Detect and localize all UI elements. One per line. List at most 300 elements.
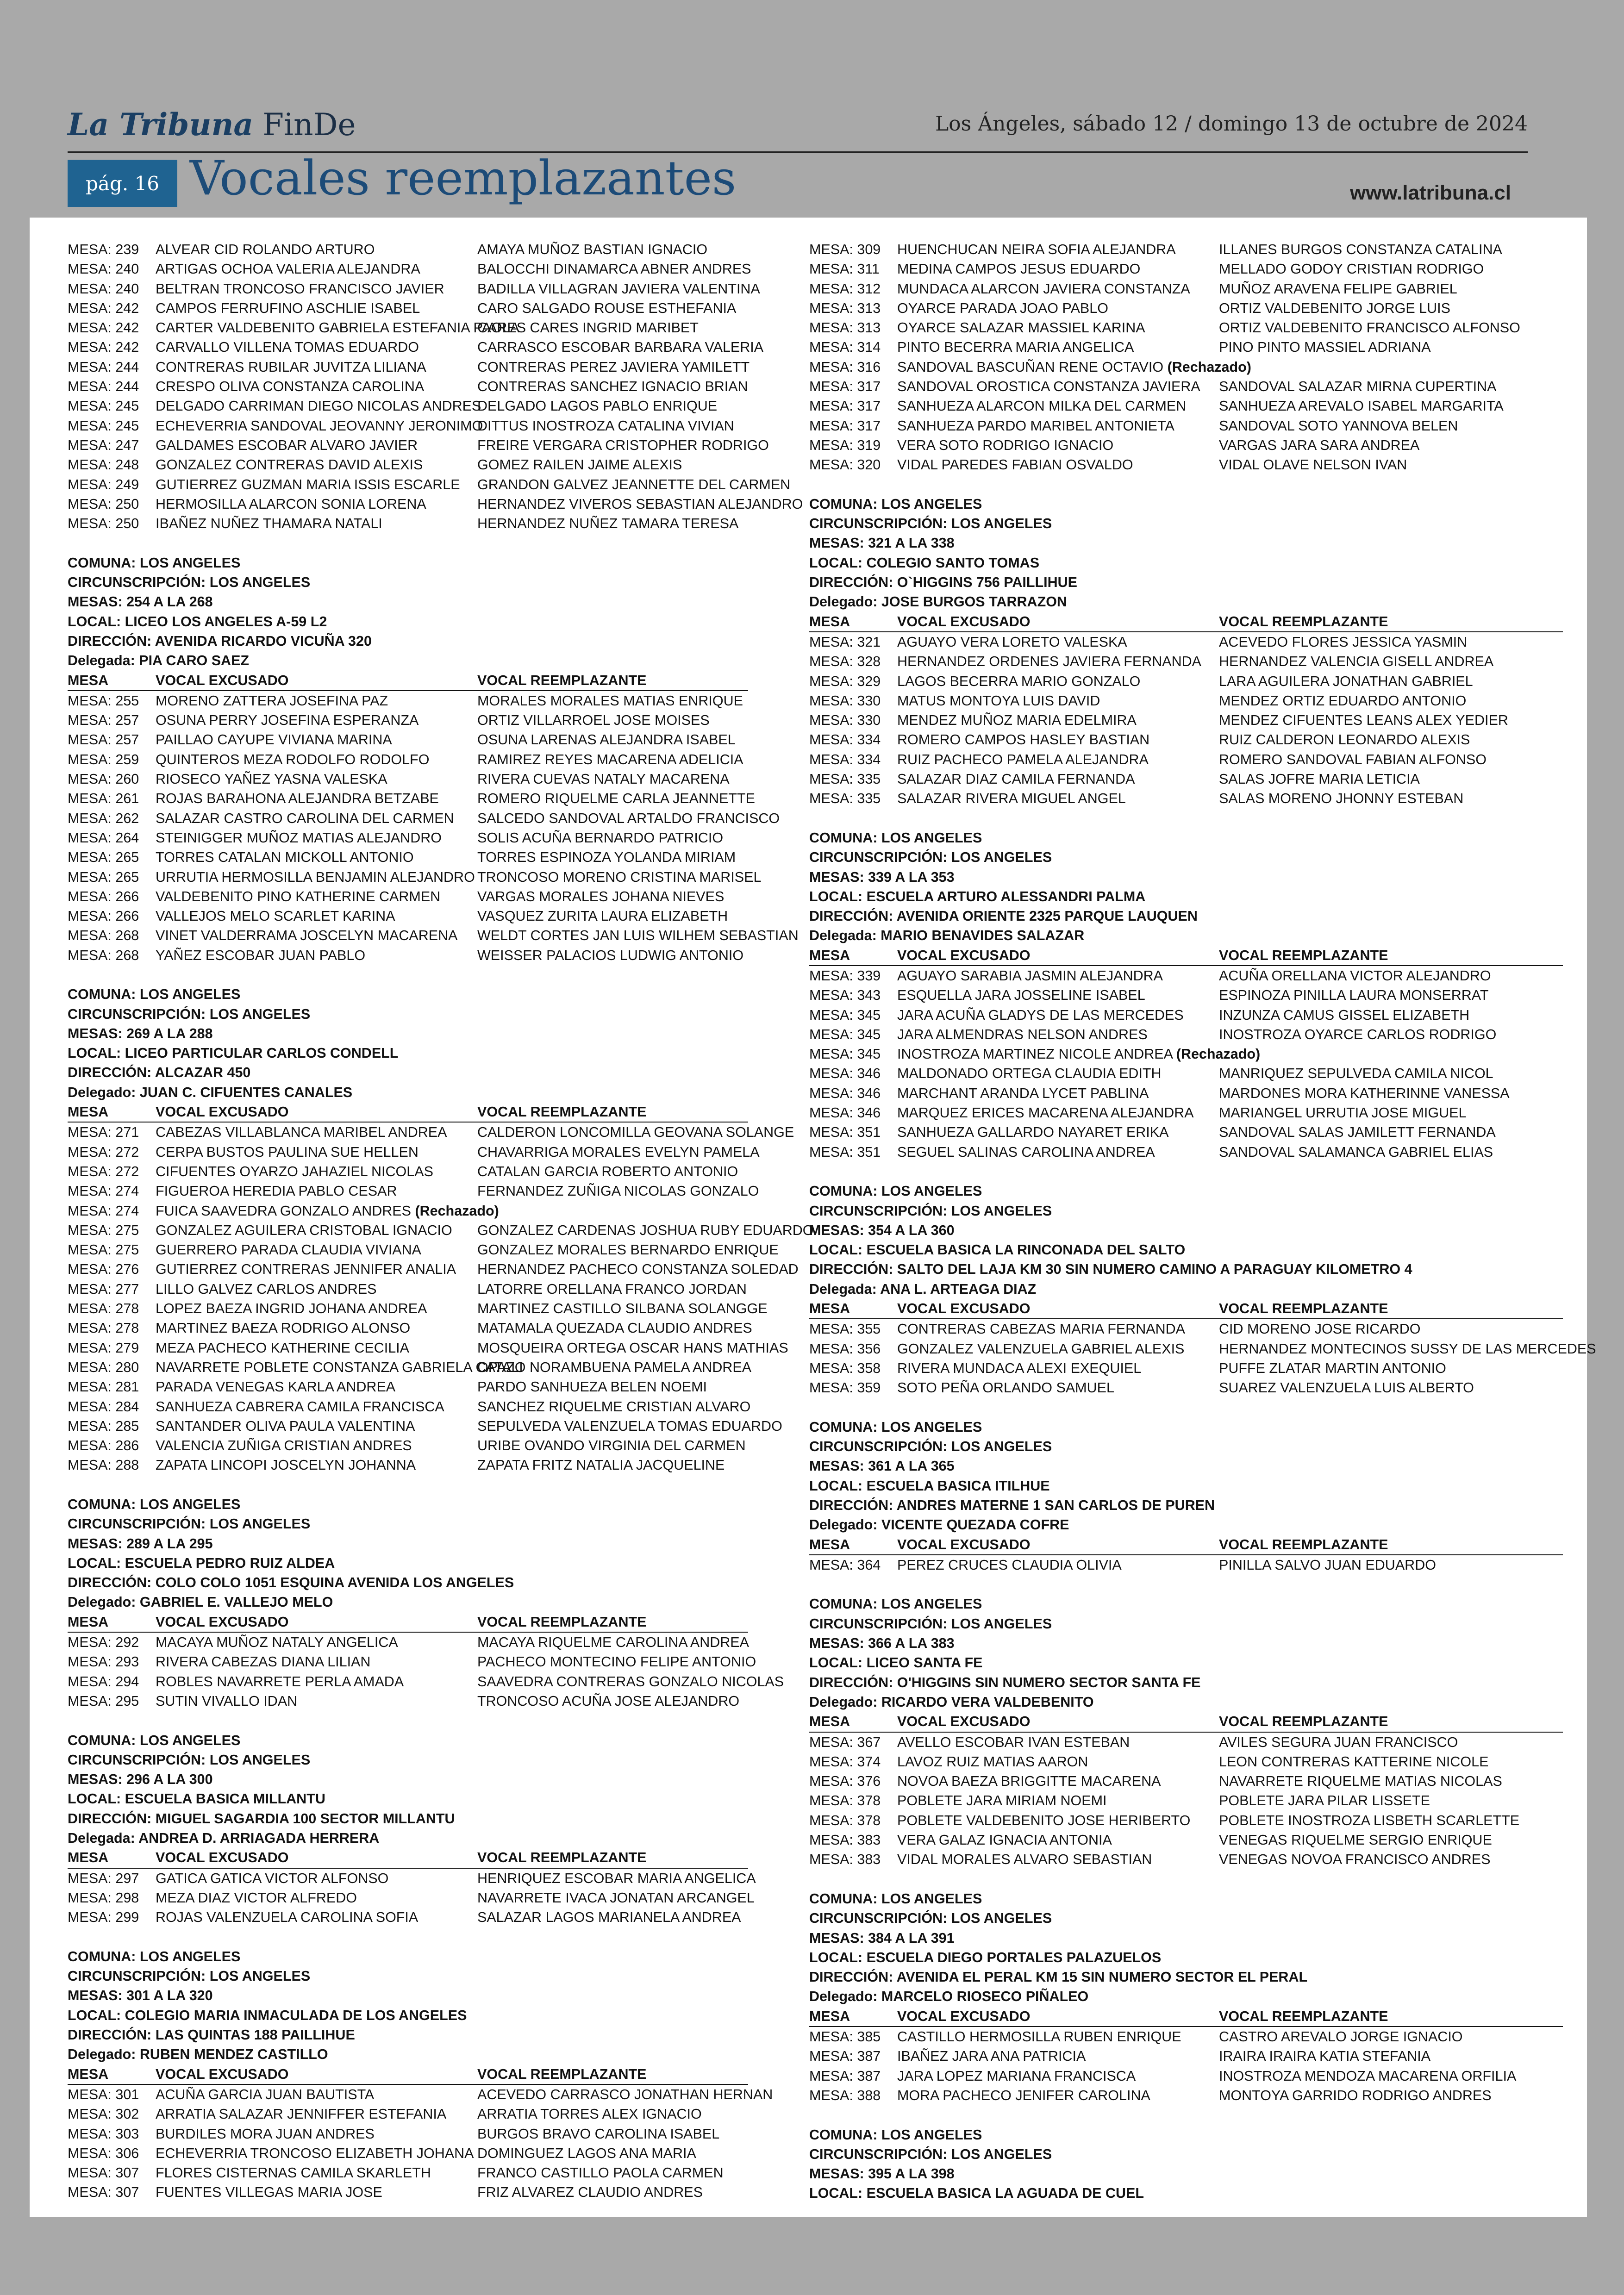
table-row: [68, 848, 748, 867]
excused-vocal-cell: [897, 691, 1219, 711]
polling-place-info: MESAS: 395 A LA 398: [809, 2166, 955, 2182]
excused-vocal-name: LAVOZ RUIZ MATIAS AARON: [897, 1753, 1088, 1770]
excused-vocal-cell: [897, 985, 1219, 1005]
polling-place-info: CIRCUNSCRIPCIÓN: LOS ANGELES: [809, 1910, 1052, 1927]
replacement-vocal-cell: BALOCCHI DINAMARCA ABNER ANDRES: [477, 261, 751, 277]
mesa-cell: MESA: 264: [68, 829, 139, 846]
mesa-cell: MESA: 313: [809, 320, 881, 336]
excused-vocal-cell: [897, 1142, 1219, 1162]
excused-vocal-cell: [156, 337, 477, 357]
table-row: [809, 1771, 1563, 1791]
polling-place-info: LOCAL: ESCUELA BASICA LA RINCONADA DEL SALTO: [809, 1242, 1186, 1258]
mesa-cell: MESA: 335: [809, 771, 881, 787]
left-column: [68, 240, 814, 2202]
excused-vocal-cell: [897, 259, 1219, 279]
excused-vocal-cell: [156, 494, 477, 514]
excused-vocal-name: CIFUENTES OYARZO JAHAZIEL NICOLAS: [156, 1163, 433, 1179]
excused-vocal-name: SANHUEZA GALLARDO NAYARET ERIKA: [897, 1124, 1169, 1141]
replacement-vocal-cell: MACAYA RIQUELME CAROLINA ANDREA: [477, 1634, 749, 1651]
mesa-cell: MESA: 255: [68, 692, 139, 709]
polling-place-info: CIRCUNSCRIPCIÓN: LOS ANGELES: [809, 1439, 1052, 1455]
table-row: [68, 2104, 748, 2124]
replacement-vocal-cell: CATALAN GARCIA ROBERTO ANTONIO: [477, 1163, 738, 1179]
excused-vocal-cell: [897, 377, 1219, 396]
mesa-cell: MESA: 275: [68, 1242, 139, 1258]
excused-vocal-name: VINET VALDERRAMA JOSCELYN MACARENA: [156, 928, 458, 944]
column-header: VOCAL EXCUSADO: [156, 1850, 289, 1866]
mesa-cell: MESA: 244: [68, 379, 139, 395]
table-row: [68, 514, 748, 533]
table-row: [68, 1279, 748, 1299]
table-row: [809, 1064, 1563, 1083]
polling-place-info: MESAS: 321 A LA 338: [809, 535, 955, 551]
excused-vocal-cell: [156, 1260, 477, 1279]
mesa-cell: MESA: 307: [68, 2165, 139, 2181]
excused-vocal-name: AGUAYO VERA LORETO VALESKA: [897, 634, 1127, 650]
excused-vocal-name: ROMERO CAMPOS HASLEY BASTIAN: [897, 732, 1150, 748]
replacement-vocal-cell: URIBE OVANDO VIRGINIA DEL CARMEN: [477, 1438, 746, 1454]
excused-vocal-cell: [156, 867, 477, 887]
excused-vocal-name: HERNANDEZ ORDENES JAVIERA FERNANDA: [897, 654, 1201, 670]
excused-vocal-name: MORENO ZATTERA JOSEFINA PAZ: [156, 692, 388, 709]
replacement-vocal-cell: ZAPATA FRITZ NATALIA JACQUELINE: [477, 1457, 725, 1473]
excused-vocal-name: PARADA VENEGAS KARLA ANDREA: [156, 1379, 396, 1395]
table-row: [809, 1811, 1563, 1830]
excused-vocal-cell: [897, 1025, 1219, 1044]
mesa-cell: MESA: 329: [809, 673, 881, 689]
mesa-cell: MESA: 248: [68, 457, 139, 473]
polling-place-info: LOCAL: ESCUELA BASICA LA AGUADA DE CUEL: [809, 2185, 1144, 2201]
content-sheet: [30, 218, 1596, 2217]
excused-vocal-cell: [156, 514, 477, 533]
excused-vocal-name: SUTIN VIVALLO IDAN: [156, 1693, 298, 1709]
replacement-vocal-cell: BURGOS BRAVO CAROLINA ISABEL: [477, 2126, 720, 2142]
excused-vocal-name: NAVARRETE POBLETE CONSTANZA GABRIELA CATALI: [156, 1359, 523, 1375]
mesa-cell: MESA: 351: [809, 1144, 881, 1160]
mesa-cell: MESA: 343: [809, 987, 881, 1004]
excused-vocal-name: MEZA PACHECO KATHERINE CECILIA: [156, 1340, 409, 1356]
replacement-vocal-cell: CARES CARES INGRID MARIBET: [477, 320, 699, 336]
excused-vocal-cell: [156, 1377, 477, 1397]
polling-place-info: Delegado: RICARDO VERA VALDEBENITO: [809, 1694, 1094, 1710]
table-row: [809, 2066, 1563, 2086]
excused-vocal-name: MARQUEZ ERICES MACARENA ALEJANDRA: [897, 1105, 1194, 1121]
excused-vocal-name: SALAZAR CASTRO CAROLINA DEL CARMEN: [156, 810, 454, 826]
mesa-cell: MESA: 288: [68, 1457, 139, 1473]
excused-vocal-name: BURDILES MORA JUAN ANDRES: [156, 2126, 375, 2142]
column-header: MESA: [68, 1850, 109, 1866]
excused-vocal-name: SANHUEZA CABRERA CAMILA FRANCISCA: [156, 1398, 444, 1415]
excused-vocal-name: MARTINEZ BAEZA RODRIGO ALONSO: [156, 1320, 411, 1336]
replacement-vocal-cell: HERNANDEZ NUÑEZ TAMARA TERESA: [477, 516, 739, 532]
mesa-cell: MESA: 334: [809, 732, 881, 748]
page-number-badge: pág. 16: [68, 160, 177, 207]
table-row: [68, 1436, 748, 1455]
polling-place-info: CIRCUNSCRIPCIÓN: LOS ANGELES: [68, 1516, 311, 1532]
replacement-vocal-cell: OPAZO NORAMBUENA PAMELA ANDREA: [477, 1359, 752, 1375]
polling-place-info: CIRCUNSCRIPCIÓN: LOS ANGELES: [809, 516, 1052, 532]
mesa-cell: MESA: 297: [68, 1870, 139, 1886]
mesa-cell: MESA: 240: [68, 281, 139, 297]
replacement-vocal-cell: ARRATIA TORRES ALEX IGNACIO: [477, 2106, 702, 2122]
excused-vocal-cell: [156, 789, 477, 808]
excused-vocal-name: ESQUELLA JARA JOSSELINE ISABEL: [897, 987, 1145, 1004]
excused-vocal-cell: [897, 1005, 1219, 1025]
excused-vocal-cell: [156, 240, 477, 259]
polling-place-info: CIRCUNSCRIPCIÓN: LOS ANGELES: [68, 1968, 311, 1984]
replacement-vocal-cell: [1219, 1044, 1563, 1064]
table-row: [68, 1201, 748, 1221]
excused-vocal-name: GONZALEZ VALENZUELA GABRIEL ALEXIS: [897, 1341, 1185, 1357]
excused-vocal-cell: [156, 1691, 477, 1711]
replacement-vocal-cell: POBLETE JARA PILAR LISSETE: [1219, 1793, 1430, 1809]
excused-vocal-name: FUENTES VILLEGAS MARIA JOSE: [156, 2184, 382, 2201]
column-header: VOCAL EXCUSADO: [156, 1104, 289, 1120]
excused-vocal-cell: [156, 259, 477, 279]
excused-vocal-name: SOTO PEÑA ORLANDO SAMUEL: [897, 1380, 1114, 1396]
website-link[interactable]: www.latribuna.cl: [1350, 181, 1511, 204]
table-row: [68, 240, 748, 259]
column-header: VOCAL REEMPLAZANTE: [1219, 1714, 1388, 1730]
replacement-vocal-cell: GRANDON GALVEZ JEANNETTE DEL CARMEN: [477, 476, 791, 493]
excused-vocal-name: YAÑEZ ESCOBAR JUAN PABLO: [156, 947, 366, 963]
excused-vocal-cell: [897, 1378, 1219, 1397]
excused-vocal-cell: [156, 1358, 523, 1377]
excused-vocal-name: GONZALEZ CONTRERAS DAVID ALEXIS: [156, 457, 423, 473]
excused-vocal-name: MARCHANT ARANDA LYCET PABLINA: [897, 1085, 1149, 1101]
replacement-vocal-cell: SANDOVAL SALAMANCA GABRIEL ELIAS: [1219, 1144, 1493, 1160]
replacement-vocal-cell: MATAMALA QUEZADA CLAUDIO ANDRES: [477, 1320, 752, 1336]
table-header-row: [809, 1299, 1563, 1319]
replacement-vocal-cell: SANCHEZ RIQUELME CRISTIAN ALVARO: [477, 1398, 751, 1415]
mesa-cell: MESA: 242: [68, 320, 139, 336]
replacement-vocal-cell: DELGADO LAGOS PABLO ENRIQUE: [477, 398, 718, 414]
column-header: VOCAL EXCUSADO: [156, 2066, 289, 2082]
polling-place-info: CIRCUNSCRIPCIÓN: LOS ANGELES: [809, 1203, 1052, 1219]
excused-vocal-cell: [156, 2144, 477, 2163]
table-row: [68, 926, 799, 945]
excused-vocal-name: LAGOS BECERRA MARIO GONZALO: [897, 673, 1141, 689]
table-row: [809, 1830, 1563, 1850]
mesa-cell: MESA: 330: [809, 712, 881, 729]
polling-place-info: LOCAL: COLEGIO SANTO TOMAS: [809, 555, 1040, 571]
column-header: VOCAL EXCUSADO: [156, 1614, 289, 1630]
mesa-cell: MESA: 245: [68, 398, 139, 414]
table-row: [809, 337, 1563, 357]
excused-vocal-cell: [897, 1791, 1219, 1810]
mesa-cell: MESA: 265: [68, 849, 139, 866]
excused-vocal-cell: [156, 1240, 477, 1260]
table-row: [68, 1181, 759, 1201]
polling-place-info: CIRCUNSCRIPCIÓN: LOS ANGELES: [68, 1006, 311, 1022]
mesa-cell: MESA: 387: [809, 2068, 881, 2084]
table-row: [809, 672, 1563, 691]
excused-vocal-cell: [156, 2163, 477, 2183]
mesa-cell: MESA: 278: [68, 1320, 139, 1336]
excused-vocal-name: CASTILLO HERMOSILLA RUBEN ENRIQUE: [897, 2029, 1181, 2045]
excused-vocal-cell: [897, 318, 1219, 337]
table-row: [68, 711, 748, 730]
replacement-vocal-cell: ESPINOZA PINILLA LAURA MONSERRAT: [1219, 987, 1489, 1004]
excused-vocal-name: SANDOVAL OROSTICA CONSTANZA JAVIERA: [897, 379, 1200, 395]
mesa-cell: MESA: 274: [68, 1183, 139, 1199]
excused-vocal-cell: [897, 730, 1219, 749]
replacement-vocal-cell: ROMERO SANDOVAL FABIAN ALFONSO: [1219, 751, 1487, 767]
table-row: [809, 2027, 1563, 2046]
table-row: [68, 396, 748, 416]
excused-vocal-name: RIOSECO YAÑEZ YASNA VALESKA: [156, 771, 387, 787]
table-header-row: [68, 1102, 748, 1123]
edition-date: Los Ángeles, sábado 12 / domingo 13 de octubre de 2024: [935, 112, 1528, 136]
table-row: [809, 1752, 1563, 1771]
excused-vocal-name: ROBLES NAVARRETE PERLA AMADA: [156, 1673, 404, 1690]
excused-vocal-cell: [156, 887, 477, 906]
mesa-cell: MESA: 293: [68, 1654, 139, 1670]
column-header: VOCAL REEMPLAZANTE: [477, 1614, 647, 1630]
block-spacer: [809, 2105, 1563, 2125]
table-row: [68, 1672, 784, 1691]
column-header: VOCAL REEMPLAZANTE: [1219, 1536, 1388, 1553]
table-row: [68, 494, 803, 514]
replacement-vocal-cell: DOMINGUEZ LAGOS ANA MARIA: [477, 2145, 696, 2161]
excused-vocal-cell: [156, 809, 477, 828]
mesa-cell: MESA: 257: [68, 712, 139, 729]
excused-vocal-name: PINTO BECERRA MARIA ANGELICA: [897, 339, 1134, 355]
excused-vocal-name: AGUAYO SARABIA JASMIN ALEJANDRA: [897, 967, 1163, 984]
block-spacer: [68, 965, 748, 985]
replacement-vocal-cell: MARDONES MORA KATHERINNE VANESSA: [1219, 1085, 1510, 1101]
excused-vocal-name: MALDONADO ORTEGA CLAUDIA EDITH: [897, 1066, 1162, 1082]
excused-vocal-cell: [897, 1064, 1219, 1083]
replacement-vocal-cell: RIVERA CUEVAS NATALY MACARENA: [477, 771, 730, 787]
table-row: [809, 279, 1563, 299]
table-row: [68, 1260, 799, 1279]
excused-vocal-cell: [156, 1162, 477, 1181]
replacement-vocal-cell: SEPULVEDA VALENZUELA TOMAS EDUARDO: [477, 1418, 782, 1434]
column-header: VOCAL REEMPLAZANTE: [1219, 947, 1388, 963]
excused-vocal-name: SEGUEL SALINAS CAROLINA ANDREA: [897, 1144, 1155, 1160]
excused-vocal-cell: [156, 1181, 477, 1201]
excused-vocal-cell: [156, 1397, 477, 1416]
replacement-vocal-cell: VIDAL OLAVE NELSON IVAN: [1219, 457, 1407, 473]
mesa-cell: MESA: 367: [809, 1734, 881, 1750]
table-row: [809, 299, 1563, 318]
excused-vocal-cell: [156, 1436, 477, 1455]
table-row: [68, 377, 748, 396]
polling-place-info: COMUNA: LOS ANGELES: [68, 1497, 241, 1512]
mesa-cell: MESA: 309: [809, 242, 881, 257]
excused-vocal-cell: [156, 711, 477, 730]
table-row: [68, 691, 748, 711]
polling-place-block: [809, 1889, 1563, 2105]
table-header-row: [809, 946, 1563, 966]
polling-place-info: MESAS: 384 A LA 391: [809, 1930, 955, 1946]
polling-place-info: COMUNA: LOS ANGELES: [809, 2127, 982, 2143]
excused-vocal-name: GUTIERREZ GUZMAN MARIA ISSIS ESCARLE: [156, 476, 460, 493]
excused-vocal-cell: [156, 2104, 477, 2124]
block-spacer: [809, 809, 1563, 828]
polling-place-info: CIRCUNSCRIPCIÓN: LOS ANGELES: [68, 574, 311, 591]
replacement-vocal-cell: ACEVEDO FLORES JESSICA YASMIN: [1219, 634, 1468, 650]
replacement-vocal-cell: GONZALEZ MORALES BERNARDO ENRIQUE: [477, 1242, 779, 1258]
replacement-vocal-cell: HERNANDEZ MONTECINOS SUSSY DE LAS MERCEDES: [1219, 1341, 1596, 1357]
replacement-vocal-cell: RAMIREZ REYES MACARENA ADELICIA: [477, 751, 743, 767]
replacement-vocal-cell: TRONCOSO MORENO CRISTINA MARISEL: [477, 869, 762, 885]
mesa-cell: MESA: 242: [68, 339, 139, 355]
mesa-cell: MESA: 298: [68, 1890, 139, 1906]
table-row: [809, 1123, 1563, 1142]
excused-vocal-cell: [156, 2124, 477, 2144]
polling-place-block: [68, 1947, 773, 2202]
excused-vocal-cell: [156, 1279, 477, 1299]
replacement-vocal-cell: CARO SALGADO ROUSE ESTHEFANIA: [477, 300, 737, 316]
replacement-vocal-cell: VASQUEZ ZURITA LAURA ELIZABETH: [477, 908, 728, 924]
excused-vocal-name: CARVALLO VILLENA TOMAS EDUARDO: [156, 339, 419, 355]
excused-vocal-name: GATICA GATICA VICTOR ALFONSO: [156, 1870, 389, 1886]
block-spacer: [68, 1711, 748, 1730]
excused-vocal-name: IBAÑEZ NUÑEZ THAMARA NATALI: [156, 516, 382, 532]
replacement-vocal-cell: PACHECO MONTECINO FELIPE ANTONIO: [477, 1654, 756, 1670]
excused-vocal-name: DELGADO CARRIMAN DIEGO NICOLAS ANDRES: [156, 398, 481, 414]
table-row: [68, 1162, 748, 1181]
excused-vocal-cell: [897, 1084, 1219, 1103]
table-row: [809, 396, 1563, 416]
replacement-vocal-cell: SALAZAR LAGOS MARIANELA ANDREA: [477, 1909, 741, 1926]
table-row: [809, 240, 1563, 259]
excused-vocal-cell: [156, 926, 477, 945]
replacement-vocal-cell: ORTIZ VALDEBENITO FRANCISCO ALFONSO: [1219, 320, 1520, 336]
polling-place-info: DIRECCIÓN: O'HIGGINS SIN NUMERO SECTOR SANTA FE: [809, 1674, 1201, 1690]
replacement-vocal-cell: CALDERON LONCOMILLA GEOVANA SOLANGE: [477, 1124, 794, 1141]
excused-vocal-name: CRESPO OLIVA CONSTANZA CAROLINA: [156, 379, 425, 395]
replacement-vocal-cell: DITTUS INOSTROZA CATALINA VIVIAN: [477, 418, 734, 434]
table-row: [809, 1084, 1563, 1103]
polling-place-info: LOCAL: ESCUELA PEDRO RUIZ ALDEA: [68, 1555, 335, 1571]
mesa-cell: MESA: 247: [68, 437, 139, 453]
polling-place-info: COMUNA: LOS ANGELES: [68, 1732, 241, 1748]
excused-vocal-cell: [897, 1555, 1219, 1575]
table-row: [809, 632, 1563, 652]
table-row: [809, 691, 1563, 711]
mesa-cell: MESA: 320: [809, 457, 881, 473]
replacement-vocal-cell: MELLADO GODOY CRISTIAN RODRIGO: [1219, 261, 1484, 277]
table-row: [68, 1888, 755, 1908]
replacement-vocal-cell: MARTINEZ CASTILLO SILBANA SOLANGGE: [477, 1301, 768, 1317]
rejected-label: (Rechazado): [1176, 1046, 1261, 1062]
polling-place-info: DIRECCIÓN: AVENIDA EL PERAL KM 15 SIN NUMERO SECTOR EL PERAL: [809, 1969, 1308, 1985]
replacement-vocal-cell: GOMEZ RAILEN JAIME ALEXIS: [477, 457, 682, 473]
excused-vocal-name: URRUTIA HERMOSILLA BENJAMIN ALEJANDRO: [156, 869, 475, 885]
excused-vocal-cell: [897, 1850, 1219, 1869]
mesa-cell: MESA: 334: [809, 751, 881, 767]
mesa-cell: MESA: 314: [809, 339, 881, 355]
mesa-cell: MESA: 257: [68, 732, 139, 748]
excused-vocal-name: VALLEJOS MELO SCARLET KARINA: [156, 908, 395, 924]
polling-place-info: Delegada: ANA L. ARTEAGA DIAZ: [809, 1281, 1037, 1297]
polling-place-info: DIRECCIÓN: AVENIDA RICARDO VICUÑA 320: [68, 633, 372, 649]
polling-place-info: DIRECCIÓN: ANDRES MATERNE 1 SAN CARLOS DE PUREN: [809, 1497, 1215, 1513]
table-row: [68, 1123, 794, 1142]
replacement-vocal-cell: HERNANDEZ PACHECO CONSTANZA SOLEDAD: [477, 1261, 799, 1278]
table-row: [68, 1318, 752, 1338]
table-row: [68, 730, 748, 749]
excused-vocal-cell: [897, 1830, 1219, 1850]
excused-vocal-name: ALVEAR CID ROLANDO ARTURO: [156, 242, 375, 257]
mesa-cell: MESA: 378: [809, 1793, 881, 1809]
column-header: VOCAL REEMPLAZANTE: [1219, 2008, 1388, 2024]
excused-vocal-cell: [897, 455, 1219, 474]
rejected-label: (Rechazado): [1167, 359, 1251, 375]
excused-vocal-cell: [156, 475, 477, 494]
table-row: [68, 1221, 814, 1240]
excused-vocal-name: SANHUEZA ALARCON MILKA DEL CARMEN: [897, 398, 1187, 414]
polling-place-info: MESAS: 289 A LA 295: [68, 1535, 213, 1552]
mesa-cell: MESA: 317: [809, 418, 881, 434]
polling-place-info: Delegado: VICENTE QUEZADA COFRE: [809, 1517, 1069, 1533]
excused-vocal-name: ECHEVERRIA TRONCOSO ELIZABETH JOHANA: [156, 2145, 474, 2161]
excused-vocal-cell: [156, 906, 477, 926]
replacement-vocal-cell: ACUÑA ORELLANA VICTOR ALEJANDRO: [1219, 967, 1491, 984]
excused-vocal-cell: [897, 966, 1219, 985]
table-row: [68, 436, 769, 455]
excused-vocal-name: VALDEBENITO PINO KATHERINE CARMEN: [156, 888, 441, 904]
table-row: [68, 1455, 748, 1475]
excused-vocal-name: FLORES CISTERNAS CAMILA SKARLETH: [156, 2165, 431, 2181]
replacement-vocal-cell: MUÑOZ ARAVENA FELIPE GABRIEL: [1219, 281, 1457, 297]
table-row: [68, 750, 748, 769]
excused-vocal-cell: [897, 1339, 1219, 1359]
polling-place-block: [809, 1181, 1596, 1397]
mesa-cell: MESA: 259: [68, 751, 139, 767]
excused-vocal-cell: [156, 396, 481, 416]
brand-name: La Tribuna: [68, 106, 254, 143]
mesa-cell: MESA: 378: [809, 1812, 881, 1828]
polling-place-block: [809, 240, 1563, 475]
excused-vocal-name: GUTIERREZ CONTRERAS JENNIFER ANALIA: [156, 1261, 456, 1278]
table-row: [68, 887, 748, 906]
mesa-cell: MESA: 278: [68, 1301, 139, 1317]
mesa-cell: MESA: 303: [68, 2126, 139, 2142]
excused-vocal-cell: [897, 632, 1219, 652]
table-row: [68, 1869, 756, 1888]
excused-vocal-name: TORRES CATALAN MICKOLL ANTONIO: [156, 849, 414, 866]
column-header: VOCAL EXCUSADO: [897, 613, 1031, 630]
polling-place-info: MESAS: 269 A LA 288: [68, 1025, 213, 1041]
mesa-cell: MESA: 299: [68, 1909, 139, 1926]
polling-place-info: COMUNA: LOS ANGELES: [68, 555, 241, 571]
excused-vocal-name: ZAPATA LINCOPI JOSCELYN JOHANNA: [156, 1457, 416, 1473]
replacement-vocal-cell: AVILES SEGURA JUAN FRANCISCO: [1219, 1734, 1458, 1750]
table-row: [809, 357, 1563, 377]
excused-vocal-name: VERA GALAZ IGNACIA ANTONIA: [897, 1832, 1112, 1848]
polling-place-info: Delegado: GABRIEL E. VALLEJO MELO: [68, 1594, 333, 1610]
excused-vocal-cell: [156, 1416, 477, 1436]
replacement-vocal-cell: HENRIQUEZ ESCOBAR MARIA ANGELICA: [477, 1870, 756, 1886]
mesa-cell: MESA: 374: [809, 1753, 881, 1770]
excused-vocal-name: CAMPOS FERRUFINO ASCHLIE ISABEL: [156, 300, 420, 316]
excused-vocal-name: MEDINA CAMPOS JESUS EDUARDO: [897, 261, 1141, 277]
polling-place-info: CIRCUNSCRIPCIÓN: LOS ANGELES: [809, 2146, 1052, 2162]
replacement-vocal-cell: VENEGAS RIQUELME SERGIO ENRIQUE: [1219, 1832, 1492, 1848]
replacement-vocal-cell: IRAIRA IRAIRA KATIA STEFANIA: [1219, 2048, 1431, 2064]
mesa-cell: MESA: 280: [68, 1359, 139, 1375]
excused-vocal-name: VIDAL PAREDES FABIAN OSVALDO: [897, 457, 1133, 473]
mesa-cell: MESA: 268: [68, 947, 139, 963]
mesa-cell: MESA: 345: [809, 1046, 881, 1062]
table-row: [68, 1338, 788, 1358]
block-spacer: [809, 1575, 1563, 1594]
polling-place-info: Delegada: ANDREA D. ARRIAGADA HERRERA: [68, 1830, 380, 1846]
